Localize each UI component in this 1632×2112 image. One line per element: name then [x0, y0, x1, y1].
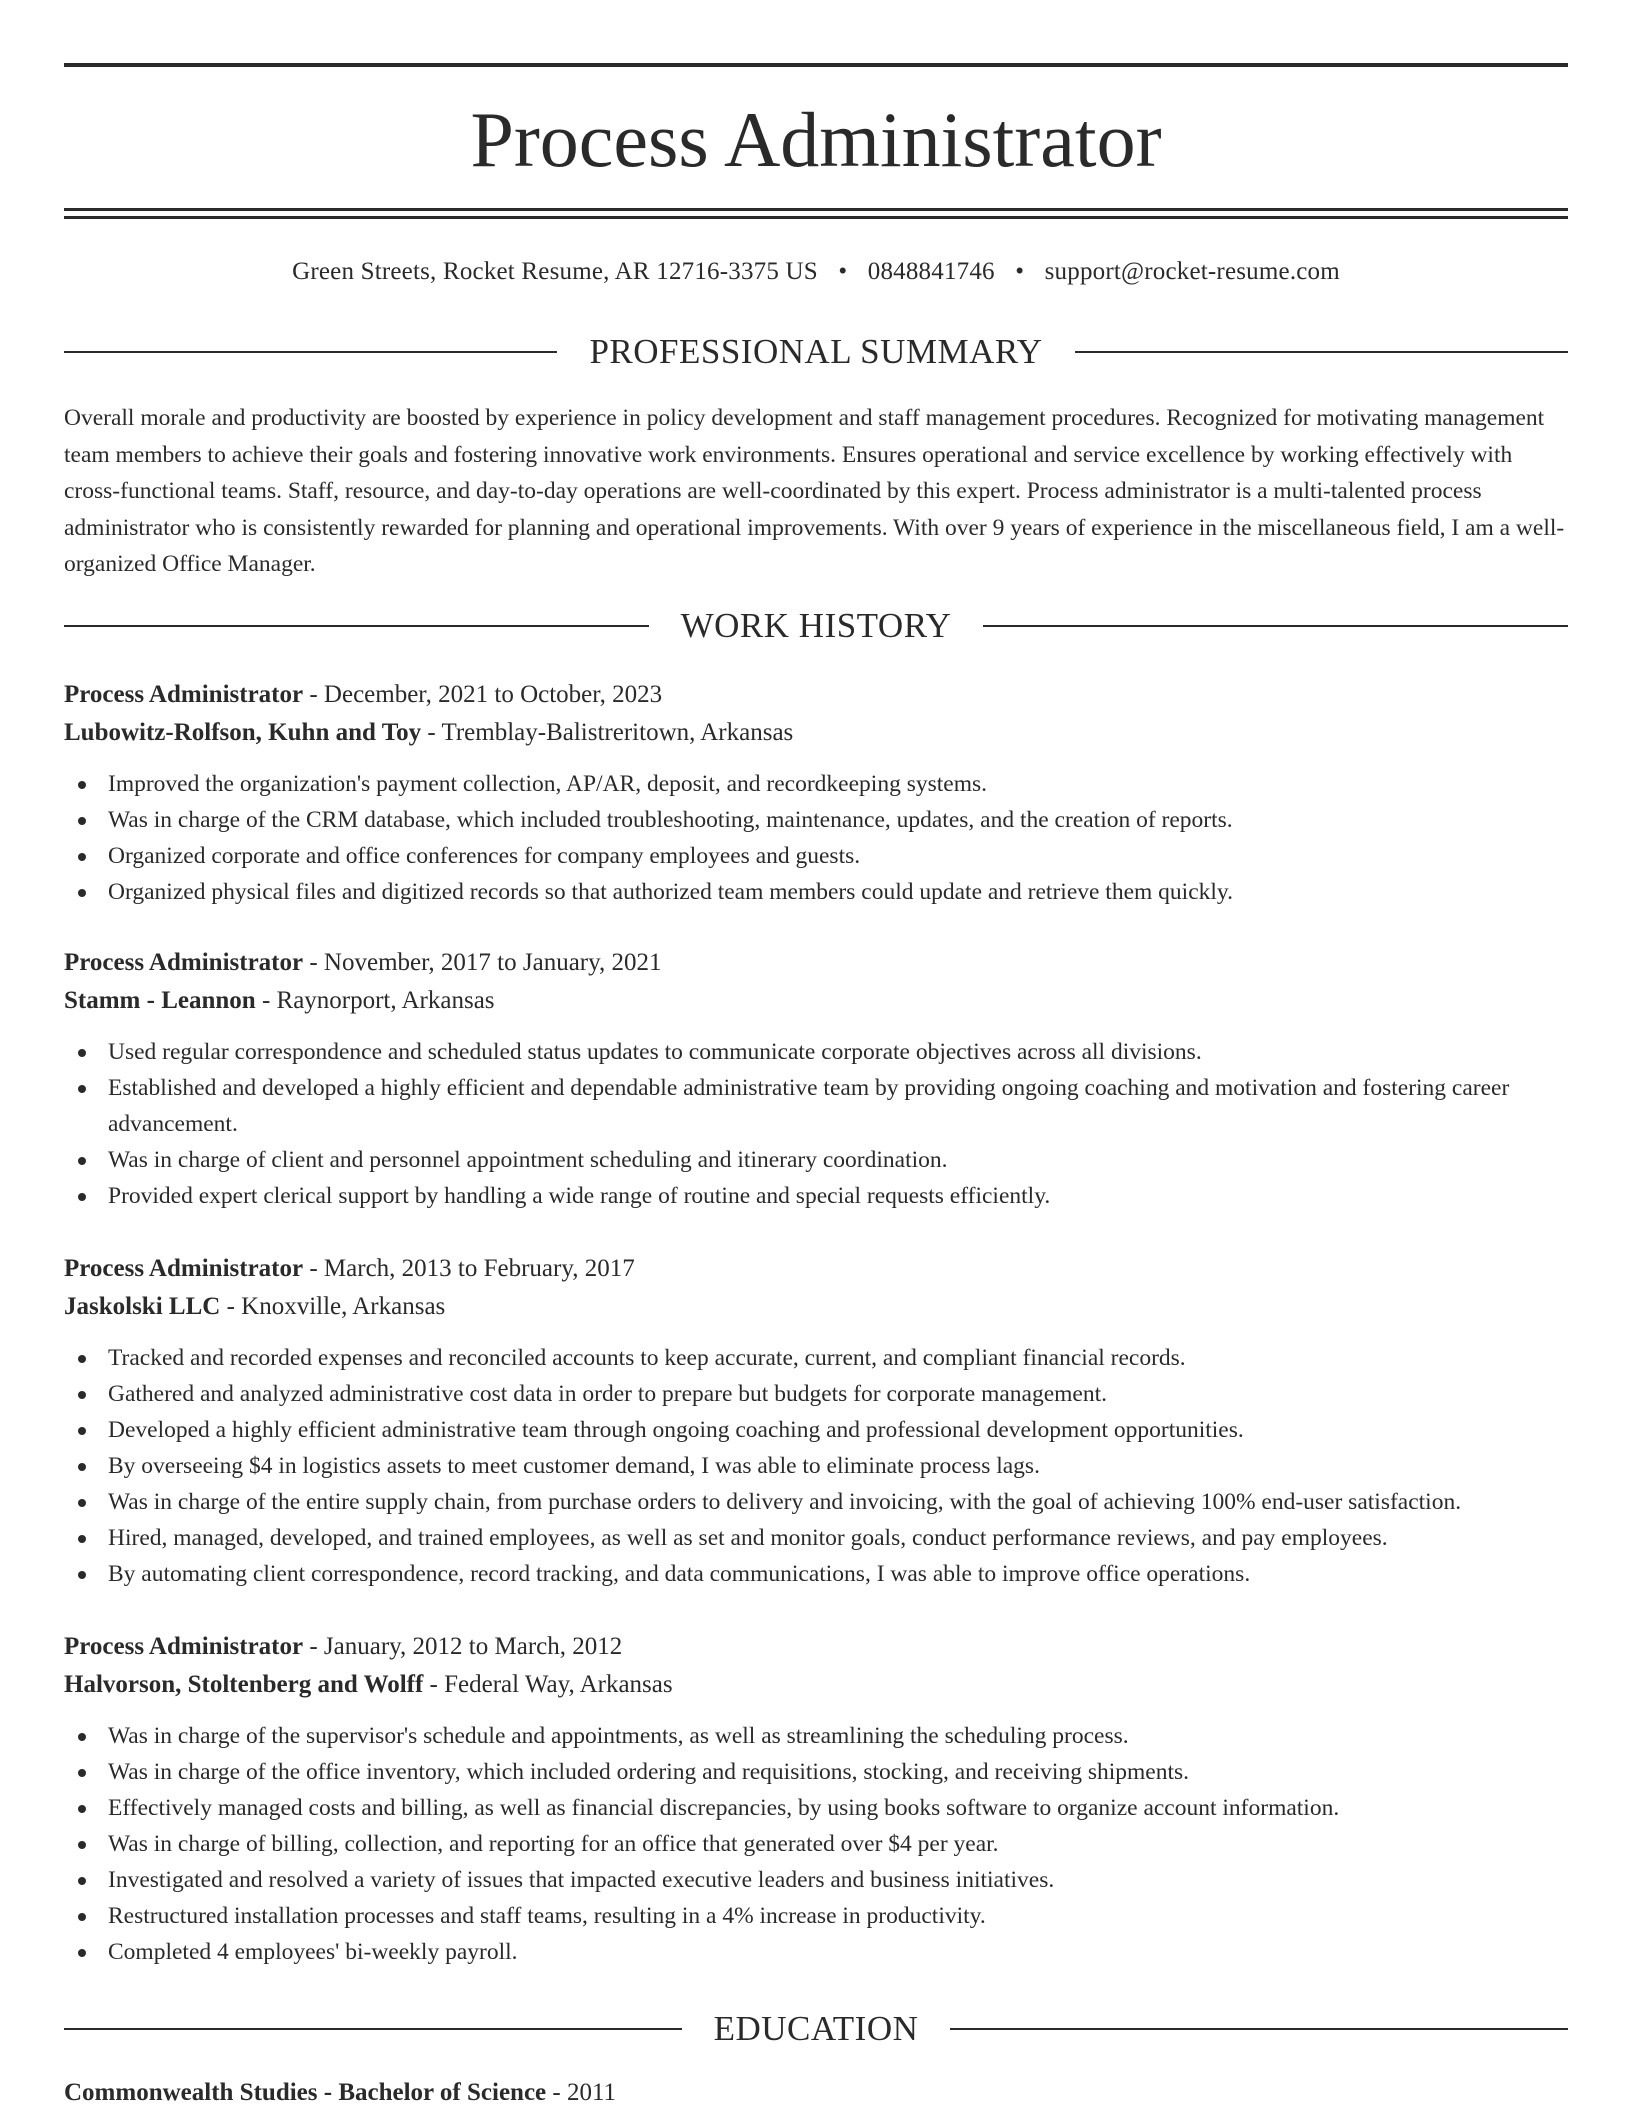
- list-item: Was in charge of the CRM database, which included troubleshooting, maintenance, updates, and the creation of reports.: [64, 802, 1568, 838]
- education-degree: Commonwealth Studies - Bachelor of Science: [64, 2079, 547, 2106]
- section-label: WORK HISTORY: [680, 606, 952, 645]
- education-entry: [64, 2074, 1568, 2112]
- list-item: Gathered and analyzed administrative cost data in order to prepare but budgets for corporate management.: [64, 1376, 1568, 1412]
- job-title-line: [64, 676, 1568, 714]
- job-location: - Federal Way, Arkansas: [423, 1671, 673, 1698]
- job-company-line: [64, 982, 1568, 1020]
- header-rule-upper: [64, 208, 1568, 211]
- job-company: Halvorson, Stoltenberg and Wolff: [64, 1671, 424, 1698]
- list-item: Completed 4 employees' bi-weekly payroll.: [64, 1934, 1568, 1970]
- job-company-line: [64, 714, 1568, 752]
- list-item: Was in charge of client and personnel appointment scheduling and itinerary coordination.: [64, 1142, 1568, 1178]
- section-title-work: [64, 604, 1568, 648]
- job-company-line: [64, 1666, 1568, 1704]
- job-bullets: [64, 1034, 1568, 1214]
- list-item: Established and developed a highly efficient and dependable administrative team by providing ongoing coaching and motivation and fostering career advancement.: [64, 1070, 1568, 1142]
- list-item: Tracked and recorded expenses and reconciled accounts to keep accurate, current, and compliant financial records.: [64, 1340, 1568, 1376]
- job-location: - Tremblay-Balistreritown, Arkansas: [421, 719, 794, 746]
- list-item: Organized physical files and digitized records so that authorized team members could update and retrieve them quickly.: [64, 874, 1568, 910]
- list-item: Hired, managed, developed, and trained employees, as well as set and monitor goals, conduct performance reviews, and pay employees.: [64, 1520, 1568, 1556]
- job-title: Process Administrator: [64, 1633, 304, 1660]
- section-title-education: [64, 2007, 1568, 2051]
- job-dates: - March, 2013 to February, 2017: [303, 1255, 635, 1282]
- job-bullets: [64, 1340, 1568, 1592]
- list-item: Provided expert clerical support by handling a wide range of routine and special requests efficiently.: [64, 1178, 1568, 1214]
- list-item: Improved the organization's payment collection, AP/AR, deposit, and recordkeeping systems.: [64, 766, 1568, 802]
- resume-name: Process Administrator: [470, 96, 1162, 183]
- list-item: Used regular correspondence and scheduled status updates to communicate corporate objectives across all divisions.: [64, 1034, 1568, 1070]
- list-item: Effectively managed costs and billing, as well as financial discrepancies, by using books software to organize account information.: [64, 1790, 1568, 1826]
- job-company-line: [64, 1288, 1568, 1326]
- section-title-summary: [64, 330, 1568, 374]
- list-item: Investigated and resolved a variety of issues that impacted executive leaders and business initiatives.: [64, 1862, 1568, 1898]
- job-title-line: [64, 1250, 1568, 1288]
- job-title-line: [64, 944, 1568, 982]
- job-company: Jaskolski LLC: [64, 1293, 221, 1320]
- job-company: Stamm - Leannon: [64, 987, 256, 1014]
- job-title-line: [64, 1628, 1568, 1666]
- job-bullets: [64, 766, 1568, 910]
- list-item: Was in charge of billing, collection, and reporting for an office that generated over $4 per year.: [64, 1826, 1568, 1862]
- list-item: Was in charge of the entire supply chain, from purchase orders to delivery and invoicing, with the goal of achieving 100% end-user satisfaction.: [64, 1484, 1568, 1520]
- list-item: By overseeing $4 in logistics assets to meet customer demand, I was able to eliminate process lags.: [64, 1448, 1568, 1484]
- list-item: Was in charge of the office inventory, which included ordering and requisitions, stocking, and receiving shipments.: [64, 1754, 1568, 1790]
- header-rule-lower: [64, 216, 1568, 219]
- job-location: - Raynorport, Arkansas: [255, 987, 495, 1014]
- job-location: - Knoxville, Arkansas: [220, 1293, 446, 1320]
- professional-summary: Overall morale and productivity are boosted by experience in policy development and staff management procedures. Recognized for motivating management team members to achieve their goals and fostering innovative work environments. Ensures operational and service excellence by working effectively with cross-functional teams. Staff, resource, and day-to-day operations are well-coordinated by this expert. Process administrator is a multi-talented process administrator who is consistently rewarded for planning and operational improvements. With over 9 years of experience in the miscellaneous field, I am a well-organized Office Manager.: [64, 405, 1565, 577]
- education-year: - 2011: [546, 2079, 617, 2106]
- section-rule-right: [983, 625, 1568, 627]
- contact-address: Green Streets, Rocket Resume, AR 12716-3375 US: [292, 258, 818, 285]
- job-dates: - December, 2021 to October, 2023: [303, 681, 663, 708]
- job-dates: - November, 2017 to January, 2021: [303, 949, 662, 976]
- list-item: Organized corporate and office conferences for company employees and guests.: [64, 838, 1568, 874]
- contact-line: [64, 255, 1568, 289]
- job-title: Process Administrator: [64, 681, 304, 708]
- list-item: By automating client correspondence, record tracking, and data communications, I was able to improve office operations.: [64, 1556, 1568, 1592]
- list-item: Restructured installation processes and staff teams, resulting in a 4% increase in productivity.: [64, 1898, 1568, 1934]
- job-company: Lubowitz-Rolfson, Kuhn and Toy: [64, 719, 422, 746]
- section-rule-left: [64, 351, 557, 353]
- section-rule-right: [1075, 351, 1568, 353]
- list-item: Developed a highly efficient administrative team through ongoing coaching and professional development opportunities.: [64, 1412, 1568, 1448]
- job-title: Process Administrator: [64, 949, 304, 976]
- section-label: PROFESSIONAL SUMMARY: [589, 332, 1043, 371]
- job-entry: [64, 1628, 1568, 1970]
- contact-separator: •: [838, 258, 848, 285]
- top-rule: [64, 63, 1568, 67]
- job-entry: [64, 944, 1568, 1214]
- section-rule-right: [950, 2028, 1568, 2030]
- job-entry: [64, 676, 1568, 910]
- section-rule-left: [64, 625, 649, 627]
- job-dates: - January, 2012 to March, 2012: [303, 1633, 623, 1660]
- contact-phone: 0848841746: [867, 258, 995, 285]
- contact-email: support@rocket-resume.com: [1044, 258, 1340, 285]
- section-label: EDUCATION: [713, 2009, 919, 2048]
- section-rule-left: [64, 2028, 682, 2030]
- job-entry: [64, 1250, 1568, 1592]
- resume-page: [64, 0, 1568, 2112]
- contact-separator: •: [1015, 258, 1025, 285]
- job-bullets: [64, 1718, 1568, 1970]
- job-title: Process Administrator: [64, 1255, 304, 1282]
- list-item: Was in charge of the supervisor's schedule and appointments, as well as streamlining the scheduling process.: [64, 1718, 1568, 1754]
